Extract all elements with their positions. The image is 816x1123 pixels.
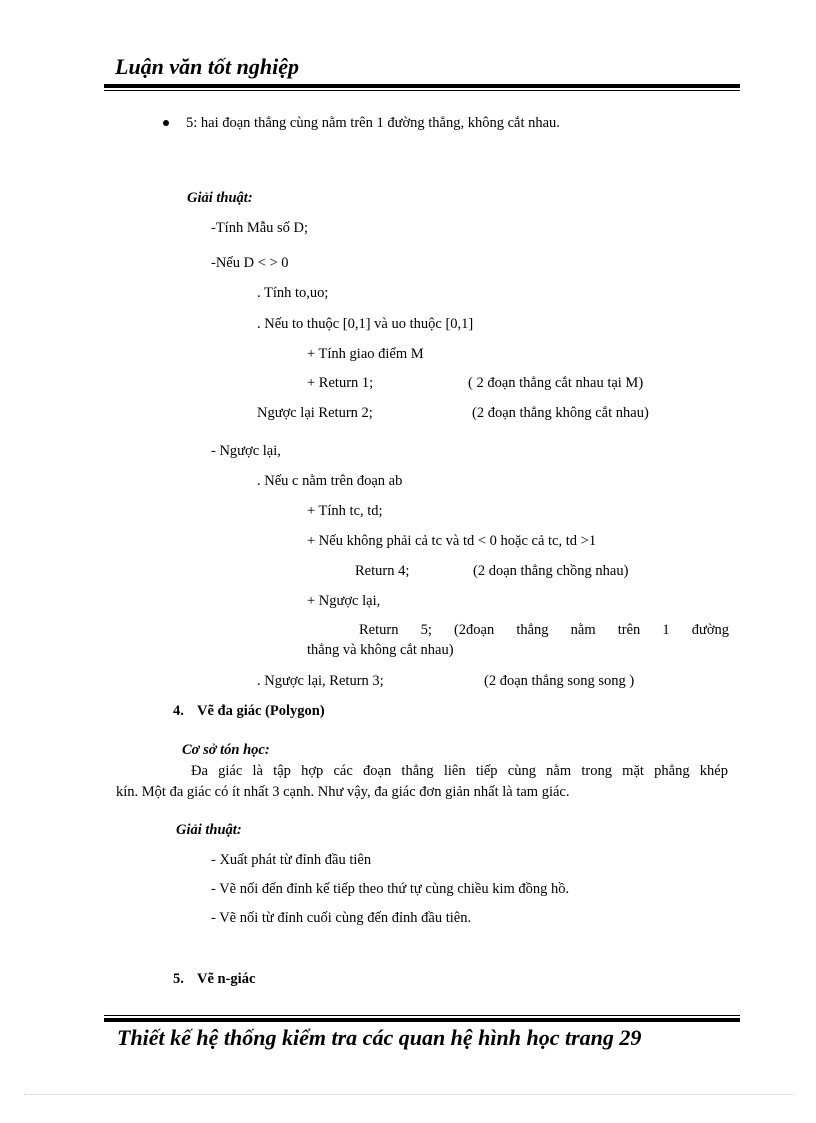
- algo-line-justified: Return 5; (2đoạn thẳng nằm trên 1 đường: [359, 622, 729, 638]
- algo-line: + Tính tc, td;: [307, 503, 383, 519]
- algo-line: + Tính giao điểm M: [307, 346, 424, 362]
- algo-line: + Nếu không phải cả tc và td < 0 hoặc cả tc, td >1: [307, 533, 597, 549]
- page-footer-title: Thiết kế hệ thống kiểm tra các quan hệ hình học trang 29: [117, 1025, 642, 1050]
- basis-heading: Cơ sở tón học:: [182, 742, 270, 758]
- algo-line: . Ngược lại, Return 3;: [257, 673, 384, 689]
- algo-comment: (2 đoạn thẳng song song ): [484, 673, 635, 689]
- bullet-item-5: 5: hai đoạn thẳng cùng nằm trên 1 đường thẳng, không cắt nhau.: [186, 115, 560, 131]
- basis-paragraph-line-2: kín. Một đa giác có ít nhất 3 cạnh. Như vậy, đa giác đơn giản nhất là tam giác.: [116, 784, 570, 800]
- algo-line: -Tính Mẫu số D;: [211, 220, 309, 236]
- footer-rule-thin: [104, 1015, 740, 1016]
- section-4-title: Vẽ đa giác (Polygon): [197, 703, 325, 719]
- algorithm-step: - Vẽ nối từ đỉnh cuối cùng đến đỉnh đầu tiên.: [211, 910, 472, 926]
- footer-rule-thick: [104, 1018, 740, 1022]
- bullet-icon: [163, 120, 169, 126]
- algo-line: . Nếu to thuộc [0,1] và uo thuộc [0,1]: [257, 316, 474, 332]
- section-4-algorithm-heading: Giải thuật:: [176, 822, 242, 838]
- algo-comment: (2 đoạn thẳng không cắt nhau): [472, 405, 649, 421]
- section-4-number: 4.: [173, 703, 184, 719]
- algo-comment: ( 2 đoạn thẳng cắt nhau tại M): [468, 375, 644, 391]
- algo-line: Ngược lại Return 2;: [257, 405, 373, 421]
- algorithm-step: - Xuất phát từ đỉnh đầu tiên: [211, 852, 372, 868]
- section-5-title: Vẽ n-giác: [197, 971, 256, 987]
- algo-line: + Return 1;: [307, 375, 374, 391]
- header-rule-thin: [104, 90, 740, 91]
- section-5-number: 5.: [173, 971, 184, 987]
- page-edge-divider: [24, 1094, 794, 1095]
- algo-line: Return 4;: [355, 563, 410, 579]
- algo-line: . Tính to,uo;: [257, 285, 329, 301]
- algo-line: + Ngược lại,: [307, 593, 381, 609]
- algo-line: - Ngược lại,: [211, 443, 281, 459]
- algorithm-heading: Giải thuật:: [187, 190, 253, 206]
- algo-line: -Nếu D < > 0: [211, 255, 289, 271]
- basis-paragraph-line-1: Đa giác là tập hợp các đoạn thẳng liên tiếp cùng nằm trong mặt phẳng khép: [191, 763, 728, 779]
- algo-line: . Nếu c nằm trên đoạn ab: [257, 473, 403, 489]
- page-header-title: Luận văn tốt nghiệp: [115, 54, 299, 79]
- algo-line: thẳng và không cắt nhau): [307, 642, 454, 658]
- algo-comment: (2 doạn thẳng chồng nhau): [473, 563, 629, 579]
- algorithm-step: - Vẽ nối đến đỉnh kế tiếp theo thứ tự cùng chiều kim đồng hồ.: [211, 881, 570, 897]
- header-rule-thick: [104, 84, 740, 88]
